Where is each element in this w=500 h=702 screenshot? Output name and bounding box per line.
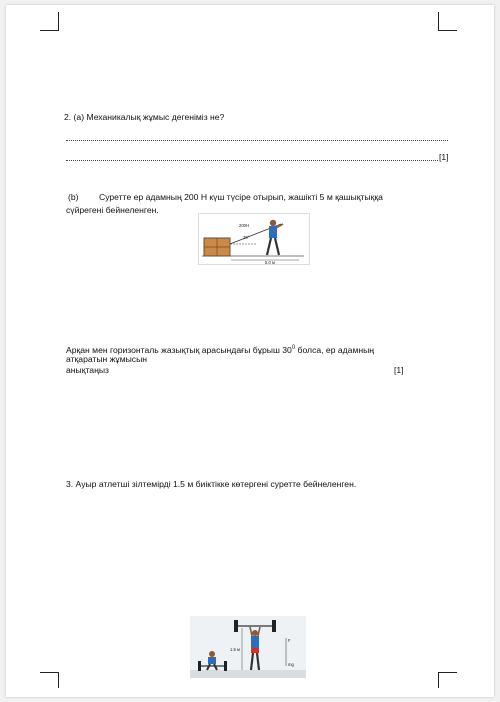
angle-question-line3: анықтаңыз [66, 365, 109, 375]
crop-mark-top-left-h [40, 30, 59, 31]
crate-pull-figure [198, 213, 310, 265]
weightlifter-figure [190, 616, 306, 678]
crop-mark-top-left [58, 12, 59, 31]
figure-force-label: 200Н [239, 223, 250, 228]
question-2b-line1: Суретте ер адамның 200 Н күш түсіре отырып, жашікті 5 м қашықтыққа [99, 192, 383, 202]
question-2b-label: (b) [68, 192, 79, 202]
mark-2a: [1] [439, 152, 449, 162]
weightlifter-illustration [190, 616, 306, 678]
figure-angle-label: 30° [243, 235, 250, 240]
crop-mark-bottom-left-h [40, 672, 59, 673]
degree-superscript: 0 [291, 345, 296, 351]
question-2a: 2. (а) Механикалық жұмыс дегеніміз не? [64, 112, 225, 122]
crop-mark-bottom-right-h [438, 672, 457, 673]
angle-text-a: Арқан мен горизонталь жазықтық арасындағы бұрыш 30 [66, 344, 292, 355]
question-2b-line2: сүйрегені бейнеленген. [66, 205, 159, 215]
angle-text-b: болса, ер адамның [295, 344, 375, 355]
figure-force-f-label: F [288, 638, 291, 643]
crop-mark-bottom-left [58, 672, 59, 688]
question-3: 3. Ауыр атлетші зілтемірді 1.5 м биіктікке көтергені суретте бейнеленген. [66, 479, 357, 489]
crop-mark-bottom-right [438, 672, 439, 688]
figure-distance-label: 5.0 м [265, 260, 275, 264]
figure-height-label: 1.5 м [230, 647, 240, 652]
answer-line-2[interactable] [66, 160, 438, 161]
figure-mg-label: mg [288, 662, 294, 667]
answer-line-1[interactable] [66, 140, 448, 141]
mark-2b: [1] [394, 365, 404, 375]
angle-question-line2: атқаратын жұмысын [66, 354, 148, 364]
crate-pull-illustration [199, 214, 309, 264]
crop-mark-top-right [438, 12, 439, 30]
crop-mark-top-right-h [438, 30, 457, 31]
